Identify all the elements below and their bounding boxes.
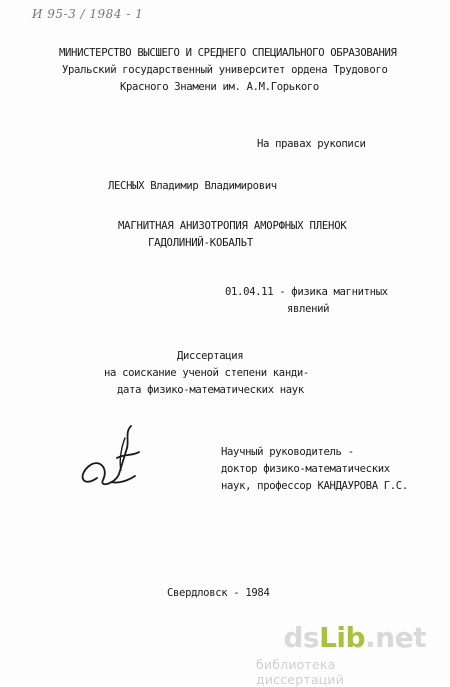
thesis-title-line-2: ГАДОЛИНИЙ-КОБАЛЬТ bbox=[148, 237, 254, 249]
dslib-tagline: библиотека диссертаций bbox=[256, 657, 345, 687]
ministry-header: МИНИСТЕРСТВО ВЫСШЕГО И СРЕДНЕГО СПЕЦИАЛЬНОГО ОБРАЗОВАНИЯ bbox=[59, 47, 397, 59]
specialty-name: явлений bbox=[287, 303, 330, 315]
supervisor-label: Научный руководитель - bbox=[221, 446, 354, 458]
degree-line-2: дата физико-математических наук bbox=[117, 384, 304, 396]
thesis-title-line-1: МАГНИТНАЯ АНИЗОТРОПИЯ АМОРФНЫХ ПЛЕНОК bbox=[118, 220, 347, 232]
handwritten-stamp: И 95-3 / 1984 - 1 bbox=[32, 7, 144, 21]
supervisor-degree: доктор физико-математических bbox=[221, 463, 390, 475]
dslib-watermark bbox=[256, 621, 436, 687]
author-name: ЛЕСНЫХ Владимир Владимирович bbox=[108, 180, 277, 192]
supervisor-name: наук, профессор КАНДАУРОВА Г.С. bbox=[221, 480, 408, 492]
dslib-logo: dsLib.net bbox=[283, 621, 426, 654]
university-line-1: Уральский государственный университет ордена Трудового bbox=[62, 64, 388, 76]
rights-notice: На правах рукописи bbox=[257, 138, 366, 150]
dissertation-label: Диссертация bbox=[177, 350, 244, 362]
author-signature bbox=[75, 418, 145, 498]
degree-line-1: на соискание ученой степени канди- bbox=[104, 367, 309, 379]
city-year: Свердловск - 1984 bbox=[167, 587, 270, 599]
university-line-2: Красного Знамени им. А.М.Горького bbox=[120, 81, 319, 93]
specialty-code: 01.04.11 - физика магнитных bbox=[225, 286, 388, 298]
